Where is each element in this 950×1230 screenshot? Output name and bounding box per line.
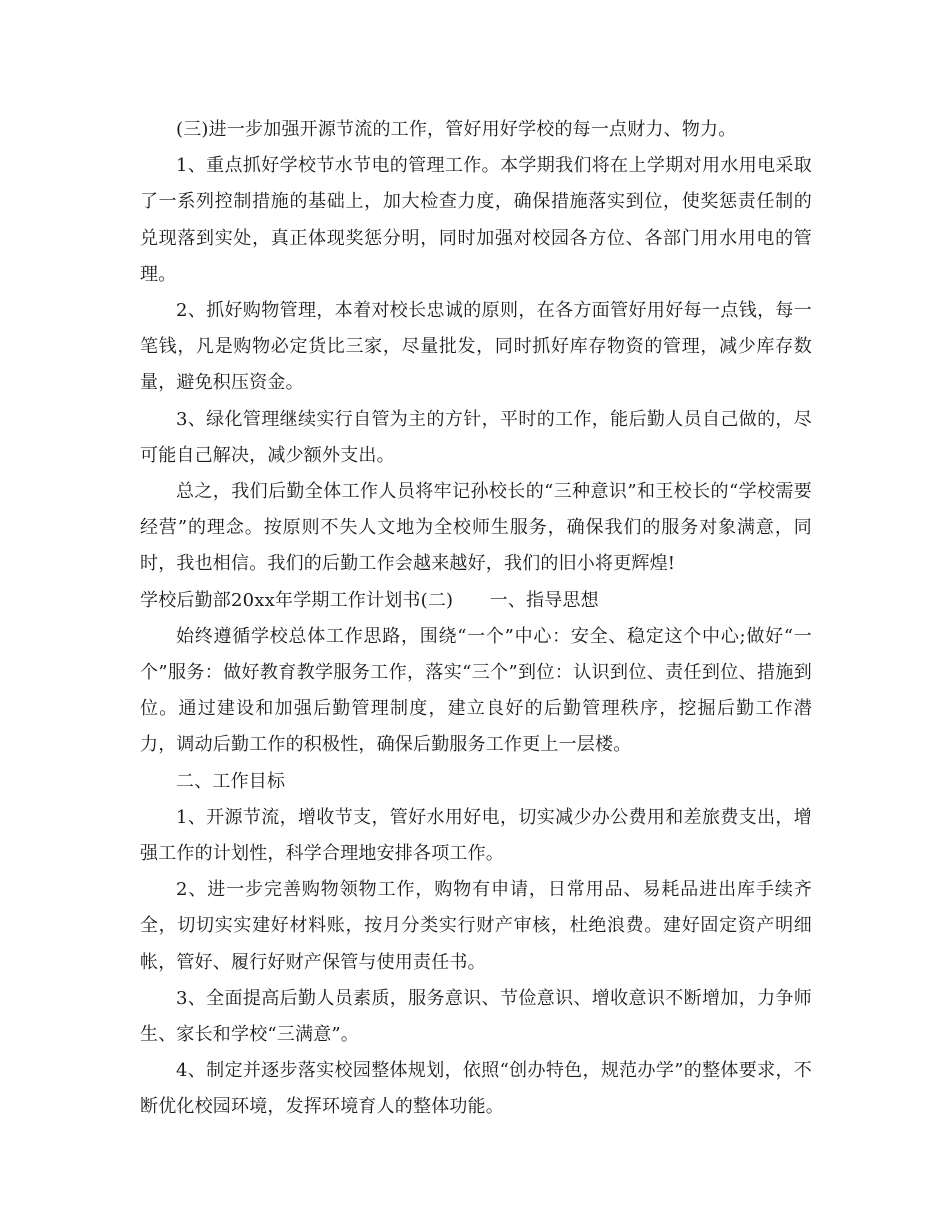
paragraph: 1、重点抓好学校节水节电的管理工作。本学期我们将在上学期对用水用电采取了一系列控制措施的基础上，加大检查力度，确保措施落实到位，使奖惩责任制的兑现落到实处，真正体现奖惩分明，同时加强对校园各方位、各部门用水用电的管理。 bbox=[140, 155, 812, 285]
paragraph: (三)进一步加强开源节流的工作，管好用好学校的每一点财力、物力。 bbox=[176, 119, 737, 140]
paragraph: 二、工作目标 bbox=[176, 770, 286, 792]
paragraph: 4、制定并逐步落实校园整体规划，依照“创办特色，规范办学”的整体要求，不断优化校园环境，发挥环境育人的整体功能。 bbox=[140, 1060, 812, 1118]
document-body bbox=[140, 112, 812, 1126]
paragraph: 总之，我们后勤全体工作人员将牢记孙校长的“三种意识”和王校长的“学校需要经营”的理念。按原则不失人文地为全校师生服务，确保我们的服务对象满意，同时，我也相信。我们的后勤工作会越来越好，我们的旧小将更辉煌! bbox=[140, 481, 812, 575]
paragraph: 3、绿化管理继续实行自管为主的方针，平时的工作，能后勤人员自己做的，尽可能自己解决，减少额外支出。 bbox=[140, 408, 812, 466]
paragraph: 1、开源节流，增收节支，管好水用好电，切实减少办公费用和差旅费支出，增强工作的计划性，科学合理地安排各项工作。 bbox=[140, 806, 812, 865]
paragraph: 3、全面提高后勤人员素质，服务意识、节俭意识、增收意识不断增加，力争师生、家长和学校“三满意”。 bbox=[140, 987, 812, 1046]
paragraph: 始终遵循学校总体工作思路，围绕“一个”中心：安全、稳定这个中心;做好“一个”服务：做好教育教学服务工作，落实“三个”到位：认识到位、责任到位、措施到位。通过建设和加强后勤管理制度，建立良好的后勤管理秩序，挖掘后勤工作潜力，调动后勤工作的积极性，确保后勤服务工作更上一层楼。 bbox=[140, 625, 812, 756]
paragraph: 2、进一步完善购物领物工作，购物有申请，日常用品、易耗品进出库手续齐全，切切实实建好材料账，按月分类实行财产审核，杜绝浪费。建好固定资产明细帐，管好、履行好财产保管与使用责任书。 bbox=[140, 879, 812, 973]
paragraph: 2、抓好购物管理，本着对校长忠诚的原则，在各方面管好用好每一点钱，每一笔钱，凡是购物必定货比三家，尽量批发，同时抓好库存物资的管理，减少库存数量，避免积压资金。 bbox=[140, 300, 812, 394]
paragraph: 学校后勤部20xx年学期工作计划书(二) 一、指导思想 bbox=[140, 589, 599, 611]
